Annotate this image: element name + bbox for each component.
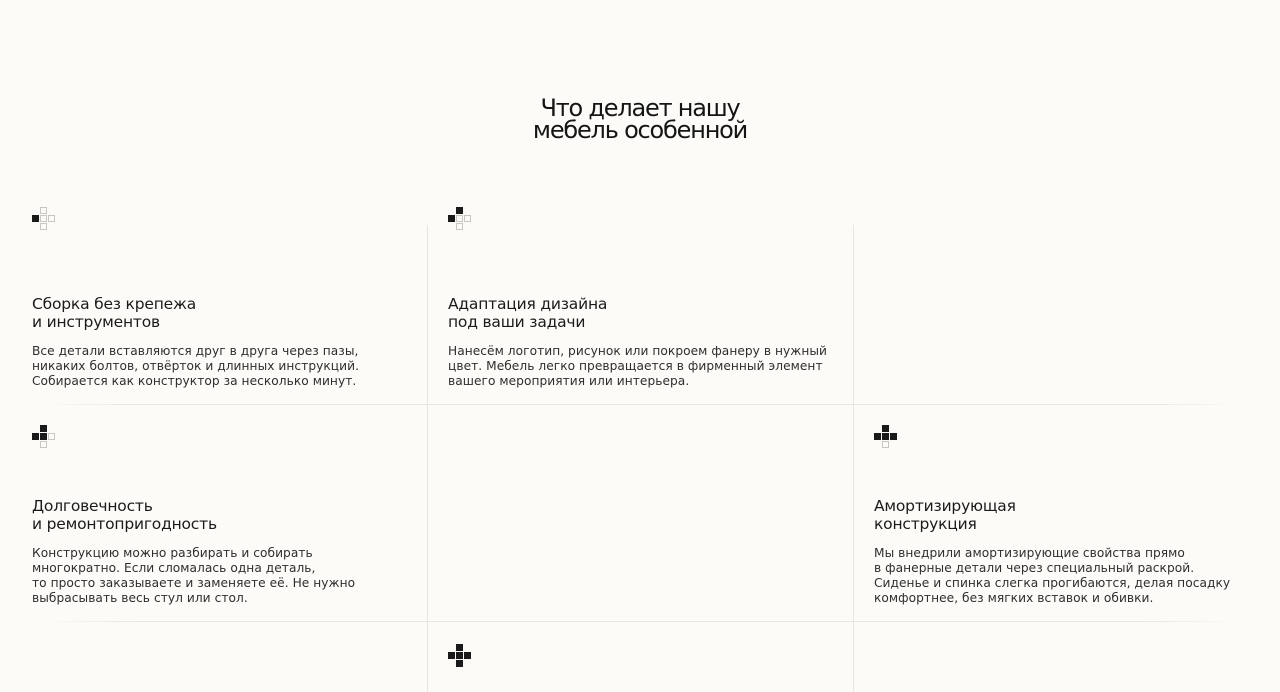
pixel-cross-icon (32, 207, 58, 233)
feature-card-design (448, 296, 843, 389)
pixel-cross-icon (874, 425, 900, 451)
feature-title: Сборка без крепежа и инструментов (32, 295, 197, 331)
section-heading (0, 94, 1280, 144)
feature-description: Нанесём логотип, рисунок или покроем фанеру в нужный цвет. Мебель легко превращается в фирменный элемент вашего мероприятия или интерьера. (448, 344, 827, 388)
feature-description: Все детали вставляются друг в друга через пазы, никаких болтов, отвёрток и длинных инструкций. Собирается как конструктор за несколько минут. (32, 344, 359, 388)
pixel-cross-icon (448, 644, 474, 670)
feature-title: Долговечность и ремонтопригодность (32, 497, 217, 533)
grid-divider-horizontal (40, 404, 1240, 405)
feature-card-cushioning (874, 498, 1264, 606)
feature-description: Конструкцию можно разбирать и собирать многократно. Если сломалась одна деталь, то просто заказываете и заменяете её. Не нужно выбрасывать весь стул или стол. (32, 546, 356, 605)
heading-line-2: мебель особенной (532, 116, 748, 144)
feature-card-assembly (32, 296, 412, 389)
feature-description: Мы внедрили амортизирующие свойства прямо в фанерные детали через специальный раскрой. Сиденье и спинка слегка прогибаются, делая посадку комфортнее, без мягких вставок и обивки. (874, 546, 1231, 605)
heading-line-1: Что делает нашу (540, 94, 740, 122)
pixel-cross-icon (448, 207, 474, 233)
pixel-cross-icon (32, 425, 58, 451)
feature-title: Адаптация дизайна под ваши задачи (448, 295, 608, 331)
feature-card-durability (32, 498, 412, 606)
grid-divider-horizontal (40, 621, 1240, 622)
feature-title: Амортизирующая конструкция (874, 497, 1016, 533)
